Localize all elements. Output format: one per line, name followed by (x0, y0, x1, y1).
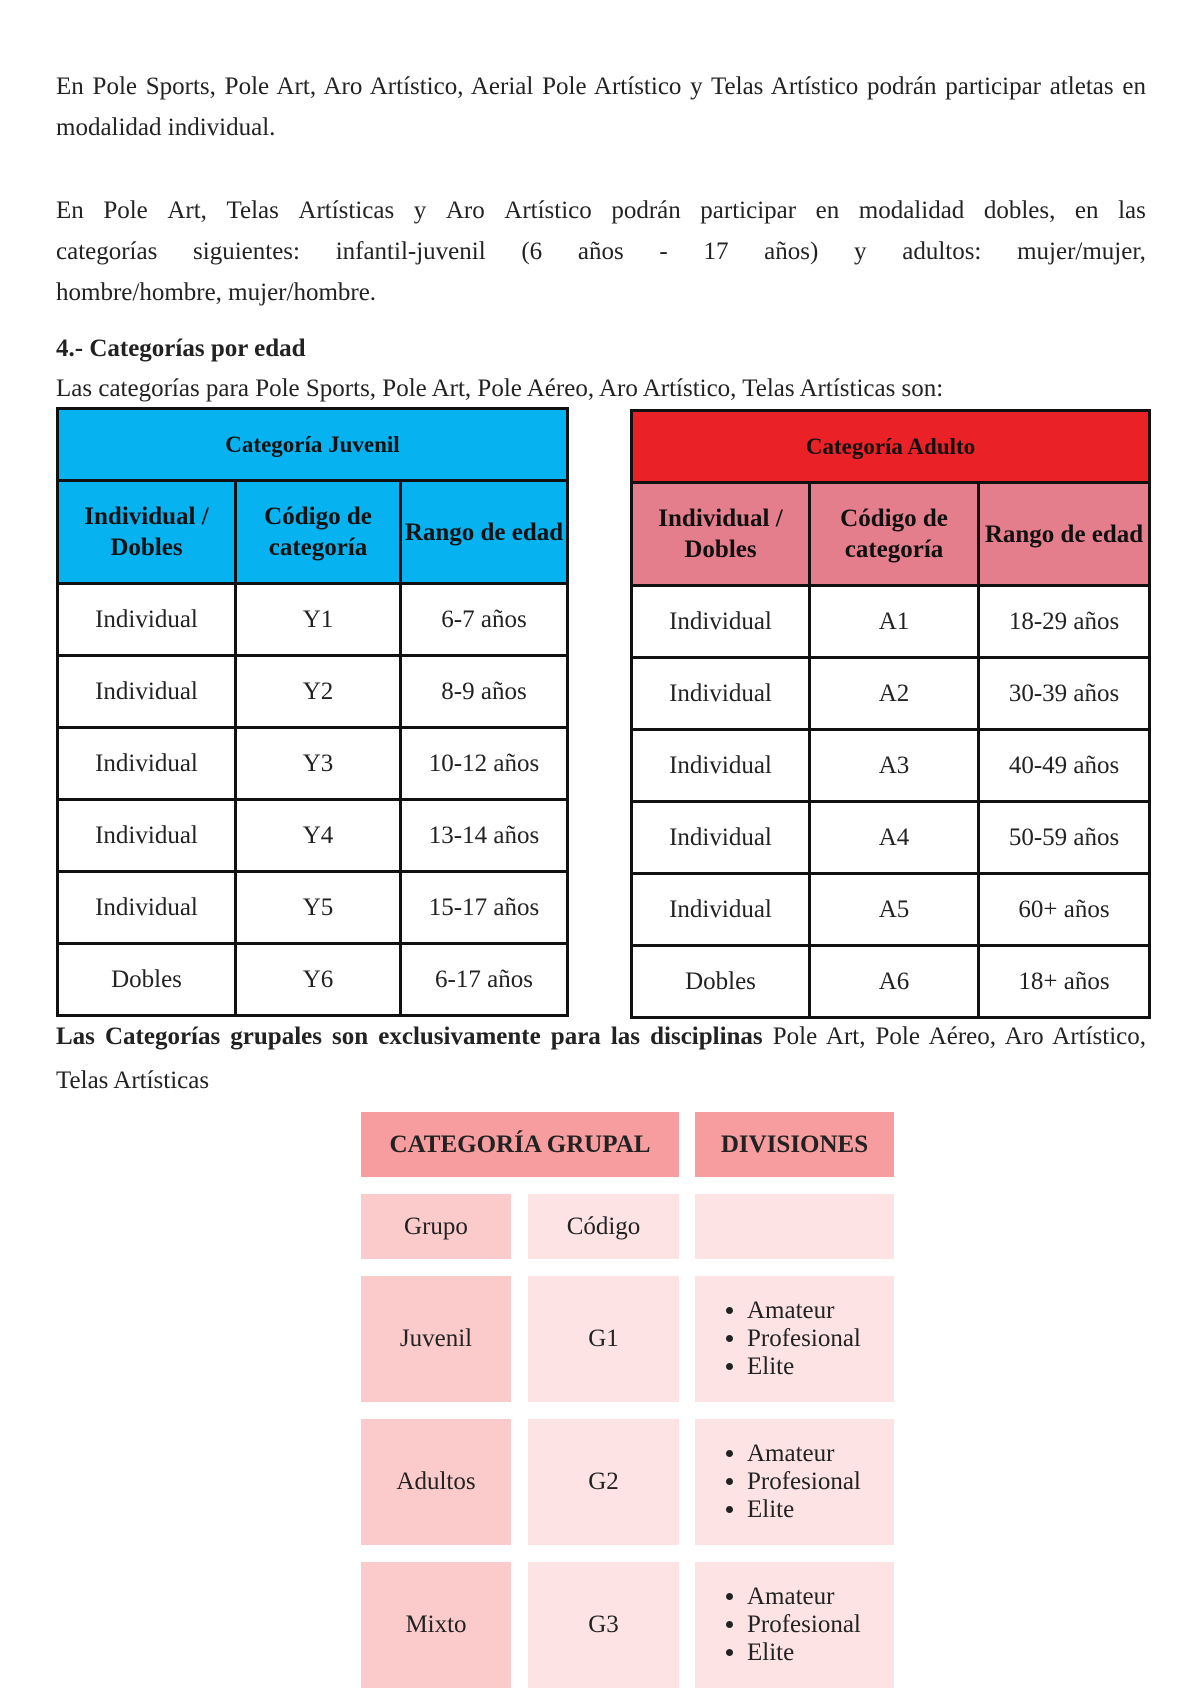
column-header: Individual / Dobles (58, 481, 236, 584)
word: las (1118, 197, 1146, 224)
grupo-cell: Mixto (361, 1562, 511, 1688)
word: adultos: (902, 238, 982, 265)
table-cell: 13-14 años (401, 800, 568, 872)
table-cell: 15-17 años (401, 872, 568, 944)
table-row (632, 730, 1150, 802)
table-cell: Y6 (236, 944, 401, 1016)
table-cell: 18+ años (979, 946, 1150, 1018)
table-cell: Y2 (236, 656, 401, 728)
table-cell: A5 (810, 874, 979, 946)
table-cell: Individual (632, 874, 810, 946)
word: En (56, 197, 84, 224)
grupo-cell: Juvenil (361, 1276, 511, 1402)
table-row (58, 728, 568, 800)
column-header: Rango de edad (979, 483, 1150, 586)
word: infantil-juvenil (335, 238, 486, 265)
codigo-cell: G1 (528, 1276, 679, 1402)
word: categorías (56, 238, 158, 265)
table-cell: A4 (810, 802, 979, 874)
table-cell: 50-59 años (979, 802, 1150, 874)
table-row (632, 586, 1150, 658)
division-item: • Profesional (747, 1611, 861, 1639)
table-cell: 10-12 años (401, 728, 568, 800)
grupo-cell: Adultos (361, 1419, 511, 1545)
word: siguientes: (193, 238, 300, 265)
division-item: • Elite (747, 1353, 861, 1381)
divisiones-list (695, 1440, 861, 1524)
codigo-cell: G2 (528, 1419, 679, 1545)
column-header: Código de categoría (810, 483, 979, 586)
table-cell: 40-49 años (979, 730, 1150, 802)
paragraph-dobles (56, 190, 1146, 313)
divisiones-cell (695, 1276, 894, 1402)
table-cell: Individual (58, 728, 236, 800)
division-item: • Profesional (747, 1468, 861, 1496)
column-header: Rango de edad (401, 481, 568, 584)
word: podrán (611, 197, 681, 224)
table-cell: A1 (810, 586, 979, 658)
word: dobles, (983, 197, 1056, 224)
table-cell: 8-9 años (401, 656, 568, 728)
table-row (58, 944, 568, 1016)
divisiones-header: DIVISIONES (695, 1112, 894, 1177)
section-intro: Las categorías para Pole Sports, Pole Art, Pole Aéreo, Aro Artístico, Telas Artísticas son: (56, 375, 944, 402)
word: Art, (167, 197, 207, 224)
divisiones-cell (695, 1562, 894, 1688)
juvenil-category-table (56, 407, 569, 1017)
word: Artísticas (298, 197, 395, 224)
table-cell: A2 (810, 658, 979, 730)
column-header-grupo: Grupo (361, 1194, 511, 1259)
group-note-rest: Pole Art, Pole Aéreo, Aro Artístico, Telas Artísticas (56, 1023, 1147, 1094)
adulto-table-title: Categoría Adulto (632, 411, 1150, 483)
section-title: 4.- Categorías por edad (56, 335, 306, 362)
word: en (815, 197, 840, 224)
division-item: • Amateur (747, 1440, 861, 1468)
division-item: • Amateur (747, 1297, 861, 1325)
table-cell: 18-29 años (979, 586, 1150, 658)
word: - (659, 238, 668, 265)
table-row (58, 656, 568, 728)
division-item: • Amateur (747, 1583, 861, 1611)
divisiones-blank-cell (695, 1194, 894, 1259)
codigo-cell: G3 (528, 1562, 679, 1688)
word: años) (764, 238, 819, 265)
word: y (413, 197, 427, 224)
word: (6 (521, 238, 543, 265)
table-cell: Dobles (632, 946, 810, 1018)
word: modalidad (858, 197, 965, 224)
divisiones-list (695, 1583, 861, 1667)
column-header-codigo: Código (528, 1194, 679, 1259)
table-row (58, 584, 568, 656)
column-header: Individual / Dobles (632, 483, 810, 586)
group-note-bold: Las Categorías grupales son exclusivamente para las disciplinas (56, 1023, 763, 1050)
divisiones-list (695, 1297, 861, 1381)
word: participar (700, 197, 797, 224)
table-row (632, 802, 1150, 874)
word: mujer/mujer, (1017, 238, 1146, 265)
paragraph-line (56, 190, 1146, 231)
word: Pole (103, 197, 148, 224)
table-cell: Y3 (236, 728, 401, 800)
table-cell: A6 (810, 946, 979, 1018)
table-cell: Individual (58, 584, 236, 656)
division-item: • Profesional (747, 1325, 861, 1353)
word: en (1074, 197, 1099, 224)
column-header: Código de categoría (236, 481, 401, 584)
table-row (632, 874, 1150, 946)
table-cell: Y1 (236, 584, 401, 656)
word: 17 (703, 238, 729, 265)
word: Telas (226, 197, 279, 224)
paragraph-individual: En Pole Sports, Pole Art, Aro Artístico, Aerial Pole Artístico y Telas Artístico podrán participar atletas en modalidad individual. (56, 73, 1146, 141)
table-cell: Individual (58, 872, 236, 944)
table-cell: 30-39 años (979, 658, 1150, 730)
table-row (632, 658, 1150, 730)
table-cell: Individual (58, 656, 236, 728)
table-cell: Individual (632, 802, 810, 874)
table-cell: Y5 (236, 872, 401, 944)
divisiones-cell (695, 1419, 894, 1545)
grupal-category-table (361, 1112, 894, 1697)
paragraph-line (56, 231, 1146, 272)
table-cell: Individual (632, 730, 810, 802)
table-row (58, 800, 568, 872)
paragraph-line: hombre/hombre, mujer/hombre. (56, 279, 377, 306)
table-row (58, 872, 568, 944)
word: Artístico (504, 197, 592, 224)
word: años (577, 238, 624, 265)
adulto-category-table (630, 409, 1151, 1019)
grupal-header: CATEGORÍA GRUPAL (361, 1112, 679, 1177)
table-cell: Individual (58, 800, 236, 872)
table-cell: 6-7 años (401, 584, 568, 656)
division-item: • Elite (747, 1639, 861, 1667)
word: y (854, 238, 867, 265)
table-cell: 60+ años (979, 874, 1150, 946)
division-item: • Elite (747, 1496, 861, 1524)
word: Aro (445, 197, 485, 224)
table-cell: Y4 (236, 800, 401, 872)
table-cell: 6-17 años (401, 944, 568, 1016)
table-cell: A3 (810, 730, 979, 802)
table-cell: Dobles (58, 944, 236, 1016)
table-cell: Individual (632, 586, 810, 658)
table-cell: Individual (632, 658, 810, 730)
table-row (632, 946, 1150, 1018)
group-categories-note (56, 1015, 1146, 1103)
juvenil-table-title: Categoría Juvenil (58, 409, 568, 481)
